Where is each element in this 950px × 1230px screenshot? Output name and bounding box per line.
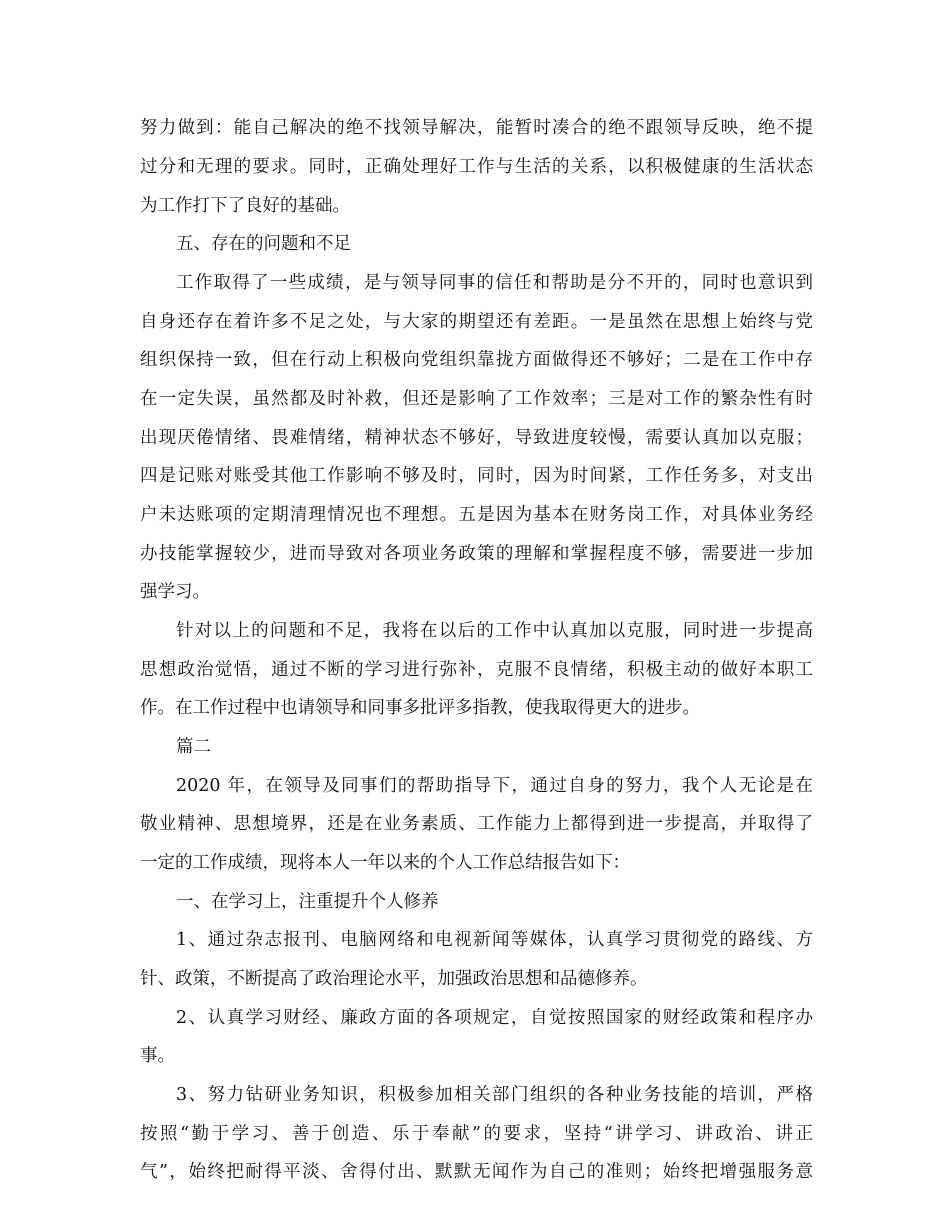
- text-line: 工作取得了一些成绩，是与领导同事的信任和帮助是分不开的，同时也意识到: [176, 273, 813, 293]
- text-line: 2、认真学习财经、廉政方面的各项规定，自觉按照国家的财经政策和程序办: [176, 1008, 813, 1028]
- section-heading: 篇二: [176, 737, 211, 757]
- text-line: 出现厌倦情绪、畏难情绪，精神状态不够好，导致进度较慢，需要认真加以克服；: [140, 428, 813, 448]
- text-line: 在一定失误，虽然都及时补救，但还是影响了工作效率；三是对工作的繁杂性有时: [140, 389, 813, 409]
- section-heading: 一、在学习上，注重提升个人修养: [176, 892, 439, 912]
- text-line: 2020 年，在领导及同事们的帮助指导下，通过自身的努力，我个人无论是在: [176, 776, 813, 796]
- text-line: 办技能掌握较少，进而导致对各项业务政策的理解和掌握程度不够，需要进一步加: [140, 544, 813, 564]
- text-line: 气”，始终把耐得平淡、舍得付出、默默无闻作为自己的准则；始终把增强服务意: [140, 1162, 813, 1182]
- text-line: 思想政治觉悟，通过不断的学习进行弥补，克服不良情绪，积极主动的做好本职工: [140, 660, 813, 680]
- text-line: 户未达账项的定期清理情况也不理想。五是因为基本在财务岗工作，对具体业务经: [140, 505, 813, 525]
- text-line: 1、通过杂志报刊、电脑网络和电视新闻等媒体，认真学习贯彻党的路线、方: [176, 930, 813, 950]
- text-line: 努力做到：能自己解决的绝不找领导解决，能暂时凑合的绝不跟领导反映，绝不提: [140, 118, 813, 138]
- text-line: 针、政策，不断提高了政治理论水平，加强政治思想和品德修养。: [140, 969, 648, 989]
- section-heading: 五、存在的问题和不足: [176, 234, 351, 254]
- text-line: 四是记账对账受其他工作影响不够及时，同时，因为时间紧，工作任务多，对支出: [140, 466, 813, 486]
- text-line: 针对以上的问题和不足，我将在以后的工作中认真加以克服，同时进一步提高: [176, 621, 813, 641]
- text-line: 组织保持一致，但在行动上积极向党组织靠拢方面做得还不够好；二是在工作中存: [140, 350, 813, 370]
- text-line: 为工作打下了良好的基础。: [140, 196, 350, 216]
- text-line: 3、努力钻研业务知识，积极参加相关部门组织的各种业务技能的培训，严格: [176, 1085, 813, 1105]
- text-line: 自身还存在着许多不足之处，与大家的期望还有差距。一是虽然在思想上始终与党: [140, 312, 813, 332]
- text-line: 事。: [140, 1046, 175, 1066]
- text-line: 敬业精神、思想境界，还是在业务素质、工作能力上都得到进一步提高，并取得了: [140, 814, 813, 834]
- text-line: 过分和无理的要求。同时，正确处理好工作与生活的关系，以积极健康的生活状态: [140, 157, 813, 177]
- text-line: 强学习。: [140, 582, 210, 602]
- text-line: 一定的工作成绩，现将本人一年以来的个人工作总结报告如下：: [140, 853, 630, 873]
- text-line: 作。在工作过程中也请领导和同事多批评多指教，使我取得更大的进步。: [140, 698, 700, 718]
- text-line: 按照“勤于学习、善于创造、乐于奉献”的要求，坚持“讲学习、讲政治、讲正: [140, 1124, 813, 1144]
